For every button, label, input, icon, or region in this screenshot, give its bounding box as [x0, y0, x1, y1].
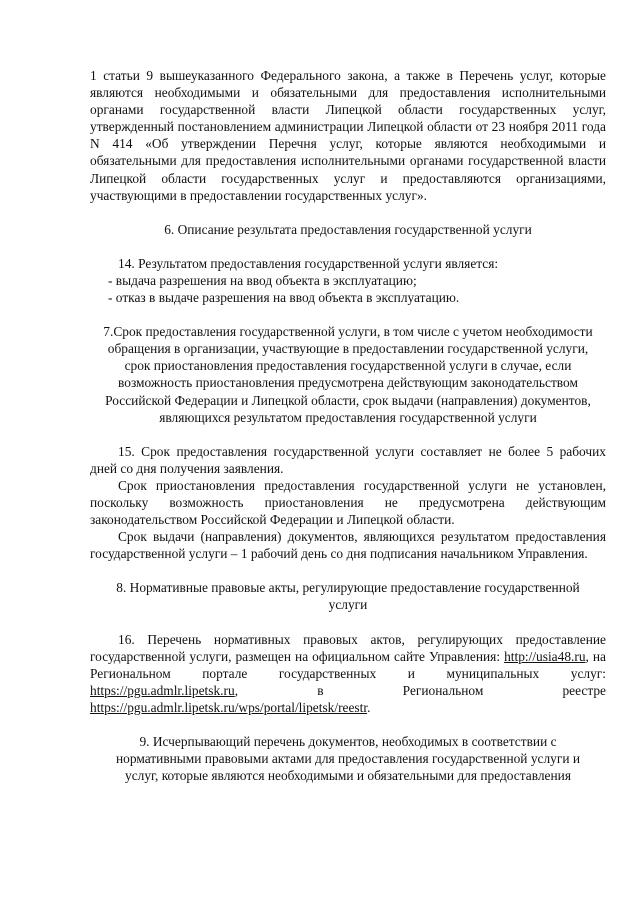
paragraph-14: 14. Результатом предоставления государственной услуги является:	[118, 255, 499, 271]
intro-paragraph: 1 статьи 9 вышеуказанного Федерального закона, а также в Перечень услуг, которые являются необходимыми и обязательными для предоставления исполнительными органами государственной власти Липецкой области государственных услуг, утвержденный постановлением администрации Липецкой области от 23 ноября 2011 года N 414 «Об утверждении Перечня услуг, которые являются необходимыми и обязательными для предоставления исполнительными органами государственной власти Липецкой области государственных услуг и предоставляются организациями, участвующими в предоставлении государственных услуг».	[90, 68, 606, 203]
regional-registry-link[interactable]: https://pgu.admlr.lipetsk.ru/wps/portal/lipetsk/reestr	[90, 699, 368, 715]
section-6-heading: 6. Описание результата предоставления государственной услуги	[164, 221, 532, 237]
official-site-link[interactable]: http://usia48.ru	[504, 648, 586, 664]
result-item-issue: - выдача разрешения на ввод объекта в эксплуатацию;	[108, 272, 417, 288]
section-7-heading: 7.Срок предоставления государственной услуги, в том числе с учетом необходимости обращения в организации, участвующие в предоставлении государственной услуги, срок приостановления предоставления государственной услуги в случае, если возможность приостановления предусмотрена действующим законодательством Российской Федерации и Липецкой области, срок выдачи (направления) документов, являющихся результатом предоставления государственной услуги	[103, 324, 593, 425]
paragraph-16-text-d: .	[367, 699, 371, 715]
paragraph-16-text-b: , на Региональном портале государственных и муниципальных услуг:	[90, 648, 606, 681]
section-9-heading: 9. Исчерпывающий перечень документов, необходимых в соответствии с нормативными правовыми актами для предоставления государственной услуги и услуг, которые являются необходимыми и обязательными для предоставления	[115, 734, 581, 784]
paragraph-15: 15. Срок предоставления государственной услуги составляет не более 5 рабочих дней со дня получения заявления.	[90, 443, 606, 476]
section-8-heading: 8. Нормативные правовые акты, регулирующие предоставление государственной услуги	[116, 580, 580, 613]
result-item-refusal: - отказ в выдаче разрешения на ввод объекта в эксплуатацию.	[108, 290, 460, 306]
paragraph-16-text-c: , в Региональном реестре	[234, 682, 606, 698]
paragraph-issue-term: Срок выдачи (направления) документов, являющихся результатом предоставления государственной услуги – 1 рабочий день со дня подписания начальником Управления.	[90, 529, 606, 562]
paragraph-suspension: Срок приостановления предоставления государственной услуги не установлен, поскольку возможность приостановления не предусмотрена действующим законодательством Российской Федерации и Липецкой области.	[90, 477, 606, 528]
paragraph-16-text-a: 16. Перечень нормативных правовых актов, регулирующих предоставление государственной услуги, размещен на официальном сайте Управления:	[90, 631, 606, 664]
regional-portal-link[interactable]: https://pgu.admlr.lipetsk.ru	[90, 682, 235, 698]
paragraph-16	[90, 631, 606, 716]
